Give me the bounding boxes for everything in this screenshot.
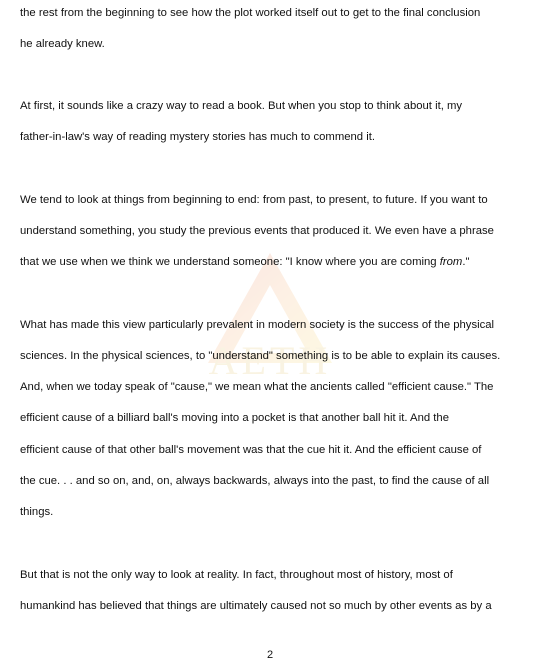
- watermark-text: AETH: [208, 338, 332, 383]
- emphasized-word: from: [439, 256, 463, 268]
- text-line: understand something, you study the previous events that produced it. We even have a phrase: [20, 225, 494, 237]
- page-number: 2: [266, 649, 274, 661]
- text-line: efficient cause of that other ball's movement was that the cue hit it. And the efficient cause of: [20, 444, 482, 456]
- text-line: humankind has believed that things are ultimately caused not so much by other events as by a: [20, 600, 492, 612]
- text-line: the cue. . . and so on, and, on, always backwards, always into the past, to find the cause of all: [20, 475, 490, 487]
- text-segment: that we use when we think we understand someone: "I know where you are coming: [20, 256, 440, 268]
- text-line: We tend to look at things from beginning to end: from past, to present, to future. If you want to: [20, 194, 488, 206]
- text-line: father-in-law's way of reading mystery stories has much to commend it.: [20, 131, 376, 143]
- text-segment: .": [462, 256, 470, 268]
- text-line: [20, 255, 469, 269]
- text-line: efficient cause of a billiard ball's moving into a pocket is that another ball hit it. And the: [20, 412, 449, 424]
- text-line: the rest from the beginning to see how the plot worked itself out to get to the final conclusion: [20, 7, 481, 19]
- text-line: And, when we today speak of "cause," we mean what the ancients called "efficient cause." The: [20, 381, 494, 393]
- text-line: At first, it sounds like a crazy way to read a book. But when you stop to think about it, my: [20, 100, 463, 112]
- text-line: he already knew.: [20, 38, 105, 50]
- text-line: But that is not the only way to look at reality. In fact, throughout most of history, most of: [20, 569, 453, 581]
- text-line: things.: [20, 506, 54, 518]
- text-line: What has made this view particularly prevalent in modern society is the success of the physical: [20, 319, 495, 331]
- text-line: sciences. In the physical sciences, to "understand" something is to be able to explain its causes.: [20, 350, 501, 362]
